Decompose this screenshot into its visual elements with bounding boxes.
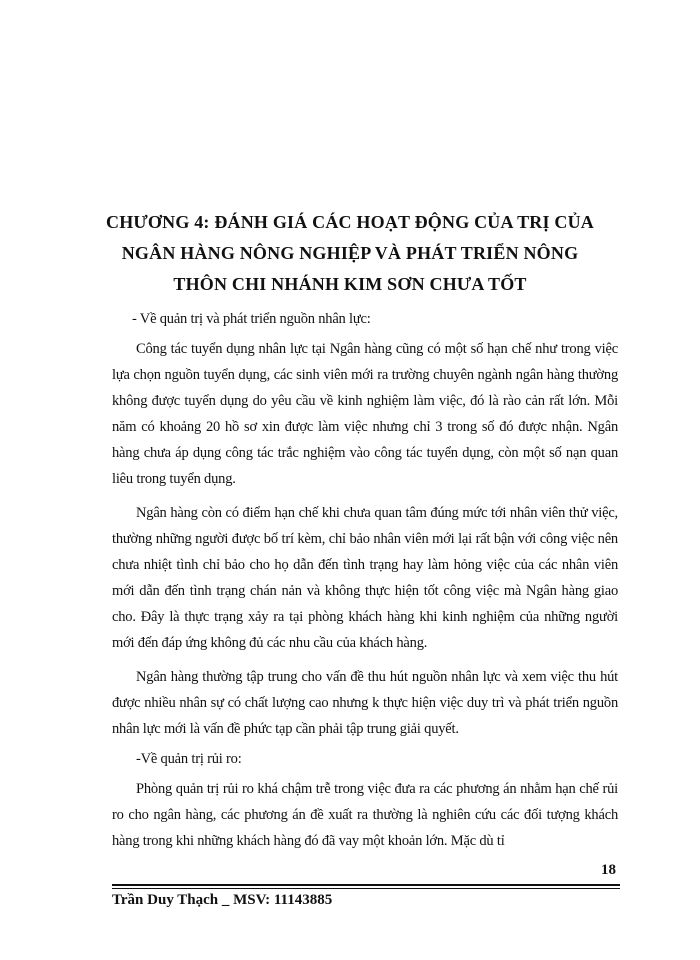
section-heading-hr: - Về quản trị và phát triển nguồn nhân lực:	[132, 311, 371, 327]
footer-author: Trần Duy Thạch _ MSV: 11143885	[112, 892, 333, 908]
footer-divider-thin	[112, 888, 620, 889]
chapter-title	[70, 207, 630, 300]
paragraph: Ngân hàng còn có điểm hạn chế khi chưa quan tâm đúng mức tới nhân viên thử việc, thường những người được bố trí kèm, chỉ bảo nhân viên mới lại rất bận với công việc nên chưa nhiệt tình chỉ bảo cho họ dẫn đến tình trạng hay làm hỏng việc của các nhân viên mới dẫn đến tình trạng chán nản và không thực hiện tốt công việc mà Ngân hàng giao cho. Đây là thực trạng xảy ra tại phòng khách hàng khi kinh nghiệm của những người mới đến đáp ứng không đủ các nhu cầu của khách hàng.	[112, 505, 618, 651]
chapter-title-line-2: NGÂN HÀNG NÔNG NGHIỆP VÀ PHÁT TRIỂN NÔNG	[121, 243, 579, 263]
footer-divider	[112, 884, 620, 886]
chapter-title-line-1: CHƯƠNG 4: ĐÁNH GIÁ CÁC HOẠT ĐỘNG CỦA TRỊ CỦA	[106, 212, 594, 232]
paragraph: Ngân hàng thường tập trung cho vấn đề thu hút nguồn nhân lực và xem việc thu hút được nhiều nhân sự có chất lượng cao nhưng k thực hiện việc duy trì và phát triển nguồn nhân lực mới là vấn đề phức tạp cần phải tập trung giải quyết.	[112, 669, 618, 737]
paragraph: Công tác tuyển dụng nhân lực tại Ngân hàng cũng có một số hạn chế như trong việc lựa chọn nguồn tuyển dụng, các sinh viên mới ra trường chuyên ngành ngân hàng thường không được tuyển dụng do yêu cầu về kinh nghiệm làm việc, đó là rào cản rất lớn. Mỗi năm có khoảng 20 hồ sơ xin được làm việc nhưng chỉ 3 trong số đó được nhận. Ngân hàng chưa áp dụng công tác trắc nghiệm vào công tác tuyển dụng, còn một số nạn quan liêu trong tuyển dụng.	[112, 341, 618, 487]
body-text	[112, 306, 618, 854]
page-number: 18	[601, 862, 616, 878]
section-heading-risk: -Về quản trị rủi ro:	[136, 751, 242, 767]
paragraph: Phòng quản trị rủi ro khá chậm trễ trong việc đưa ra các phương án nhằm hạn chế rủi ro cho ngân hàng, các phương án đề xuất ra thường là nghiên cứu các đối tượng khách hàng trong khi những khách hàng đó đã vay một khoản lớn. Mặc dù tỉ	[112, 781, 618, 849]
chapter-title-line-3: THÔN CHI NHÁNH KIM SƠN CHƯA TỐT	[173, 274, 527, 294]
